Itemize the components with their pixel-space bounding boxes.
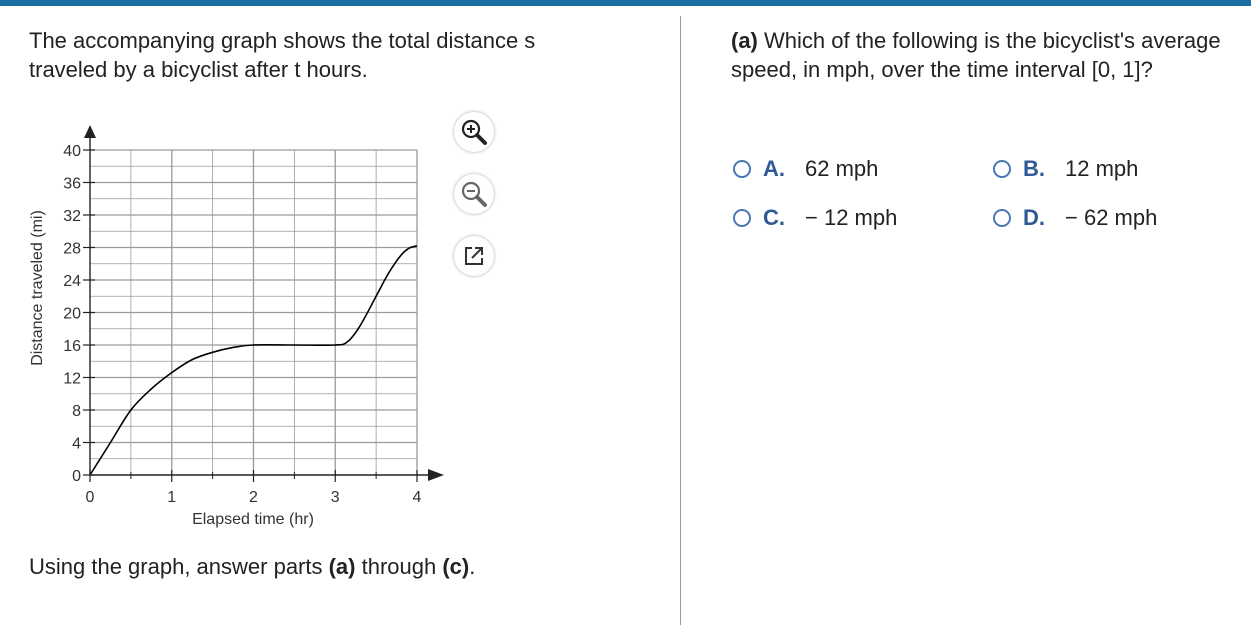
instructions-mid: through [355,554,443,579]
y-tick-label: 24 [63,273,81,290]
y-tick-label: 32 [63,208,81,225]
graph-axes [84,125,444,481]
zoom-out-icon [460,180,488,208]
x-axis-label: Elapsed time (hr) [192,511,314,528]
x-tick-label: 1 [167,489,177,506]
instructions-pre: Using the graph, answer parts [29,554,329,579]
y-tick-label: 8 [72,403,81,420]
x-tick-label: 4 [412,489,422,506]
zoom-out-button[interactable] [454,174,494,214]
option-b[interactable] [993,156,1138,182]
instructions-text [29,552,475,581]
option-a[interactable] [733,156,878,182]
radio-d[interactable] [993,209,1011,227]
y-tick-label: 16 [63,338,81,355]
question-body: Which of the following is the bicyclist's average speed, in mph, over the time interval [0, 1]? [731,28,1221,82]
x-tick-label: 0 [85,489,95,506]
y-tick-label: 28 [63,240,81,258]
x-axis-arrow [428,469,444,481]
part-c-ref: (c) [442,554,470,579]
zoom-in-icon [460,118,488,146]
question-text [731,26,1241,84]
zoom-in-button[interactable] [454,112,494,152]
y-axis-arrow [84,125,96,138]
option-d-text: − 62 mph [1065,205,1158,230]
left-pane [0,6,680,625]
option-c-text: − 12 mph [805,205,898,230]
y-axis-label: Distance traveled (mi) [29,210,46,366]
option-a-text: 62 mph [805,156,879,181]
option-d[interactable] [993,205,1157,231]
problem-prompt: The accompanying graph shows the total distance s traveled by a bicyclist after t hours. [29,28,536,82]
instructions-post: . [469,554,476,579]
option-a-letter: A. [763,156,785,181]
y-tick-label: 4 [72,435,81,453]
radio-c[interactable] [733,209,751,227]
y-tick-label: 36 [63,175,81,193]
option-b-text: 12 mph [1065,156,1139,181]
x-tick-label: 3 [330,489,340,506]
radio-a[interactable] [733,160,751,178]
x-tick-label: 2 [249,489,258,506]
popout-icon [462,244,486,268]
part-a-ref: (a) [328,554,356,579]
right-pane [681,6,1251,625]
y-tick-label: 0 [72,468,81,485]
distance-time-graph [24,116,454,536]
question-part-label: (a) [731,28,758,53]
option-d-letter: D. [1023,205,1045,230]
y-tick-label: 20 [63,305,81,323]
option-b-letter: B. [1023,156,1045,181]
option-c-letter: C. [763,205,785,230]
popout-button[interactable] [454,236,494,276]
y-tick-label: 12 [63,370,81,388]
radio-b[interactable] [993,160,1011,178]
option-c[interactable] [733,205,897,231]
y-tick-label: 40 [63,143,81,160]
